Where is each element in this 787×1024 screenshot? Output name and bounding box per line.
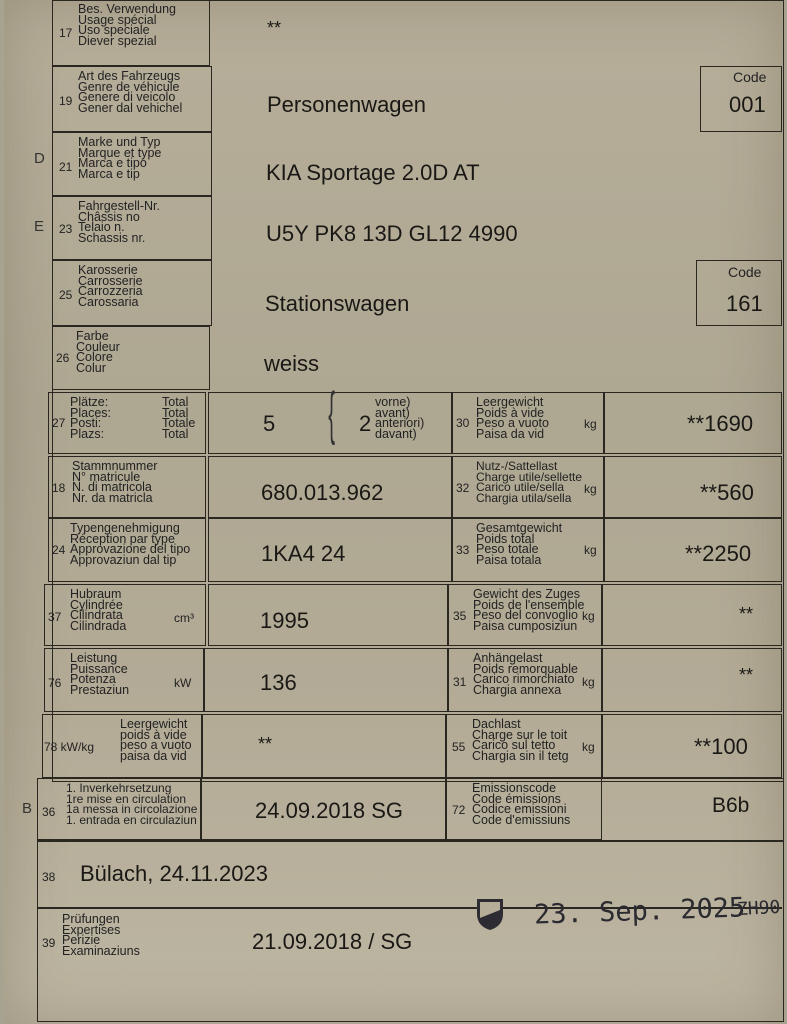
field-24-value: 1KA4 24 bbox=[261, 541, 346, 566]
field-76-labels: Leistung Puissance Potenza Prestaziun bbox=[70, 651, 130, 697]
field-27-front-labels: vorne) avant) anteriori) davant) bbox=[375, 395, 425, 441]
field-30-number: 30 bbox=[456, 416, 470, 430]
field-26-number: 26 bbox=[56, 351, 70, 365]
field-25-value: Stationswagen bbox=[265, 291, 410, 316]
field-26-value: weiss bbox=[264, 351, 320, 376]
field-55-unit: kg bbox=[582, 740, 595, 754]
field-78-value-cell bbox=[202, 714, 446, 778]
field-17-number: 17 bbox=[59, 26, 73, 40]
field-25-code: 161 bbox=[726, 291, 763, 316]
field-39-labels: Prüfungen Expertises Perizie Examinaziuns bbox=[62, 912, 140, 958]
margin-letter-e: E bbox=[34, 218, 45, 235]
field-32-labels: Nutz-/Sattellast Charge utile/sellette Carico utile/sella Chargia utila/sella bbox=[476, 459, 583, 505]
field-27-labels-total: Total Total Totale Total bbox=[162, 395, 196, 441]
field-72-value: B6b bbox=[712, 794, 750, 817]
brace-glyph: { bbox=[328, 381, 336, 446]
inspection-stamp-code: ZH90 bbox=[736, 896, 781, 921]
field-33-labels: Gesamtgewicht Poids total Peso totale Paisa totala bbox=[476, 521, 563, 567]
field-37-value-cell bbox=[208, 584, 448, 646]
field-33-value: **2250 bbox=[685, 541, 752, 566]
field-55-number: 55 bbox=[452, 740, 466, 754]
field-55-value: **100 bbox=[694, 734, 748, 759]
field-55-labels: Dachlast Charge sur le toit Carico sul tetto Chargia sin il tetg bbox=[472, 717, 569, 763]
field-19-number: 19 bbox=[59, 94, 73, 108]
inspection-stamp-date: 23. Sep. 2025 bbox=[533, 892, 746, 931]
field-32-value-cell bbox=[604, 456, 782, 518]
field-78-labels: Leergewicht poids à vide peso a vuoto paisa da vid bbox=[120, 717, 192, 763]
field-19-value: Personenwagen bbox=[267, 92, 427, 117]
field-32-number: 32 bbox=[456, 481, 470, 495]
field-18-number: 18 bbox=[52, 481, 66, 495]
field-37-unit: cm³ bbox=[174, 611, 194, 625]
field-37-number: 37 bbox=[48, 610, 62, 624]
field-32-unit: kg bbox=[584, 482, 597, 496]
field-30-value: **1690 bbox=[687, 411, 754, 436]
field-76-value-cell bbox=[204, 648, 448, 712]
field-35-unit: kg bbox=[582, 609, 595, 623]
field-36-labels: 1. Inverkehrsetzung 1re mise en circulation 1a messa in circolazione 1. entrada en circulaziun bbox=[66, 781, 198, 827]
field-31-number: 31 bbox=[453, 675, 467, 689]
field-31-value: ** bbox=[739, 665, 754, 685]
field-27-number: 27 bbox=[52, 416, 66, 430]
field-32-value: **560 bbox=[700, 480, 754, 505]
field-27-value: 5 bbox=[263, 411, 276, 436]
margin-letter-b: B bbox=[22, 800, 33, 817]
field-19-code-header: Code bbox=[733, 69, 767, 85]
field-37-value: 1995 bbox=[260, 608, 309, 633]
field-25-code-header: Code bbox=[728, 264, 762, 280]
field-72-labels: Emissionscode Code émissions Codice emissioni Code d'emissiuns bbox=[472, 781, 571, 827]
field-35-value-cell bbox=[602, 584, 782, 646]
field-19-code: 001 bbox=[729, 92, 766, 117]
field-23-number: 23 bbox=[59, 222, 73, 236]
field-72-number: 72 bbox=[452, 803, 466, 817]
field-76-number: 76 bbox=[48, 676, 62, 690]
field-27-labels: Plätze: Places: Posti: Plazs: bbox=[70, 395, 111, 441]
field-26-labels: Farbe Couleur Colore Colur bbox=[76, 329, 120, 375]
margin-letter-d: D bbox=[34, 150, 45, 167]
field-33-number: 33 bbox=[456, 543, 470, 557]
field-18-labels: Stammnummer N° matricule N. di matricola Nr. da matricla bbox=[72, 459, 158, 505]
field-30-labels: Leergewicht Poids à vide Peso a vuoto Paisa da vid bbox=[476, 395, 549, 441]
field-36-value: 24.09.2018 SG bbox=[255, 798, 404, 823]
field-31-unit: kg bbox=[582, 675, 595, 689]
field-21-labels: Marke und Typ Marque et type Marca e tipo Marca e tip bbox=[78, 135, 162, 181]
field-35-number: 35 bbox=[453, 609, 467, 623]
field-23-value: U5Y PK8 13D GL12 4990 bbox=[266, 221, 518, 246]
field-27-value-front: 2 bbox=[359, 411, 372, 436]
field-24-number: 24 bbox=[52, 543, 66, 557]
field-38-number: 38 bbox=[42, 870, 56, 884]
field-39-number: 39 bbox=[42, 936, 56, 950]
field-31-labels: Anhängelast Poids remorquable Carico rimorchiato Chargia annexa bbox=[473, 651, 578, 697]
field-17-value: ** bbox=[267, 18, 282, 38]
registration-document bbox=[4, 0, 782, 1024]
field-17-labels: Bes. Verwendung Usage spécial Uso speciale Diever spezial bbox=[78, 2, 176, 48]
field-24-labels: Typengenehmigung Réception par type Approvazione del tipo Approvaziun dal tip bbox=[70, 521, 191, 567]
field-21-number: 21 bbox=[59, 160, 73, 174]
field-21-value: KIA Sportage 2.0D AT bbox=[266, 160, 480, 185]
field-19-labels: Art des Fahrzeugs Genre de véhicule Genere di veicolo Gener dal vehichel bbox=[78, 69, 183, 115]
field-18-value: 680.013.962 bbox=[261, 480, 384, 505]
field-25-number: 25 bbox=[59, 288, 73, 302]
field-23-labels: Fahrgestell-Nr. Châssis no Telaio n. Schassis nr. bbox=[78, 199, 160, 245]
field-55-value-cell bbox=[602, 714, 782, 778]
field-25-labels: Karosserie Carrosserie Carrozzeria Carossaria bbox=[78, 263, 143, 309]
field-78-number: 78 kW/kg bbox=[44, 740, 95, 754]
field-39-value: 21.09.2018 / SG bbox=[252, 929, 413, 954]
field-76-unit: kW bbox=[174, 676, 192, 690]
field-35-labels: Gewicht des Zuges Poids de l'ensemble Peso del convoglio Paisa cumposiziun bbox=[473, 587, 585, 633]
field-30-unit: kg bbox=[584, 417, 597, 431]
field-78-value: ** bbox=[258, 734, 273, 754]
field-33-unit: kg bbox=[584, 543, 597, 557]
field-31-value-cell bbox=[602, 648, 782, 712]
field-36-number: 36 bbox=[42, 805, 56, 819]
field-38-value: Bülach, 24.11.2023 bbox=[80, 861, 268, 886]
field-37-labels: Hubraum Cylindrée Cilindrata Cilindrada bbox=[70, 587, 127, 633]
canton-shield-icon bbox=[474, 896, 506, 932]
field-35-value: ** bbox=[739, 604, 754, 624]
field-76-value: 136 bbox=[260, 670, 297, 695]
